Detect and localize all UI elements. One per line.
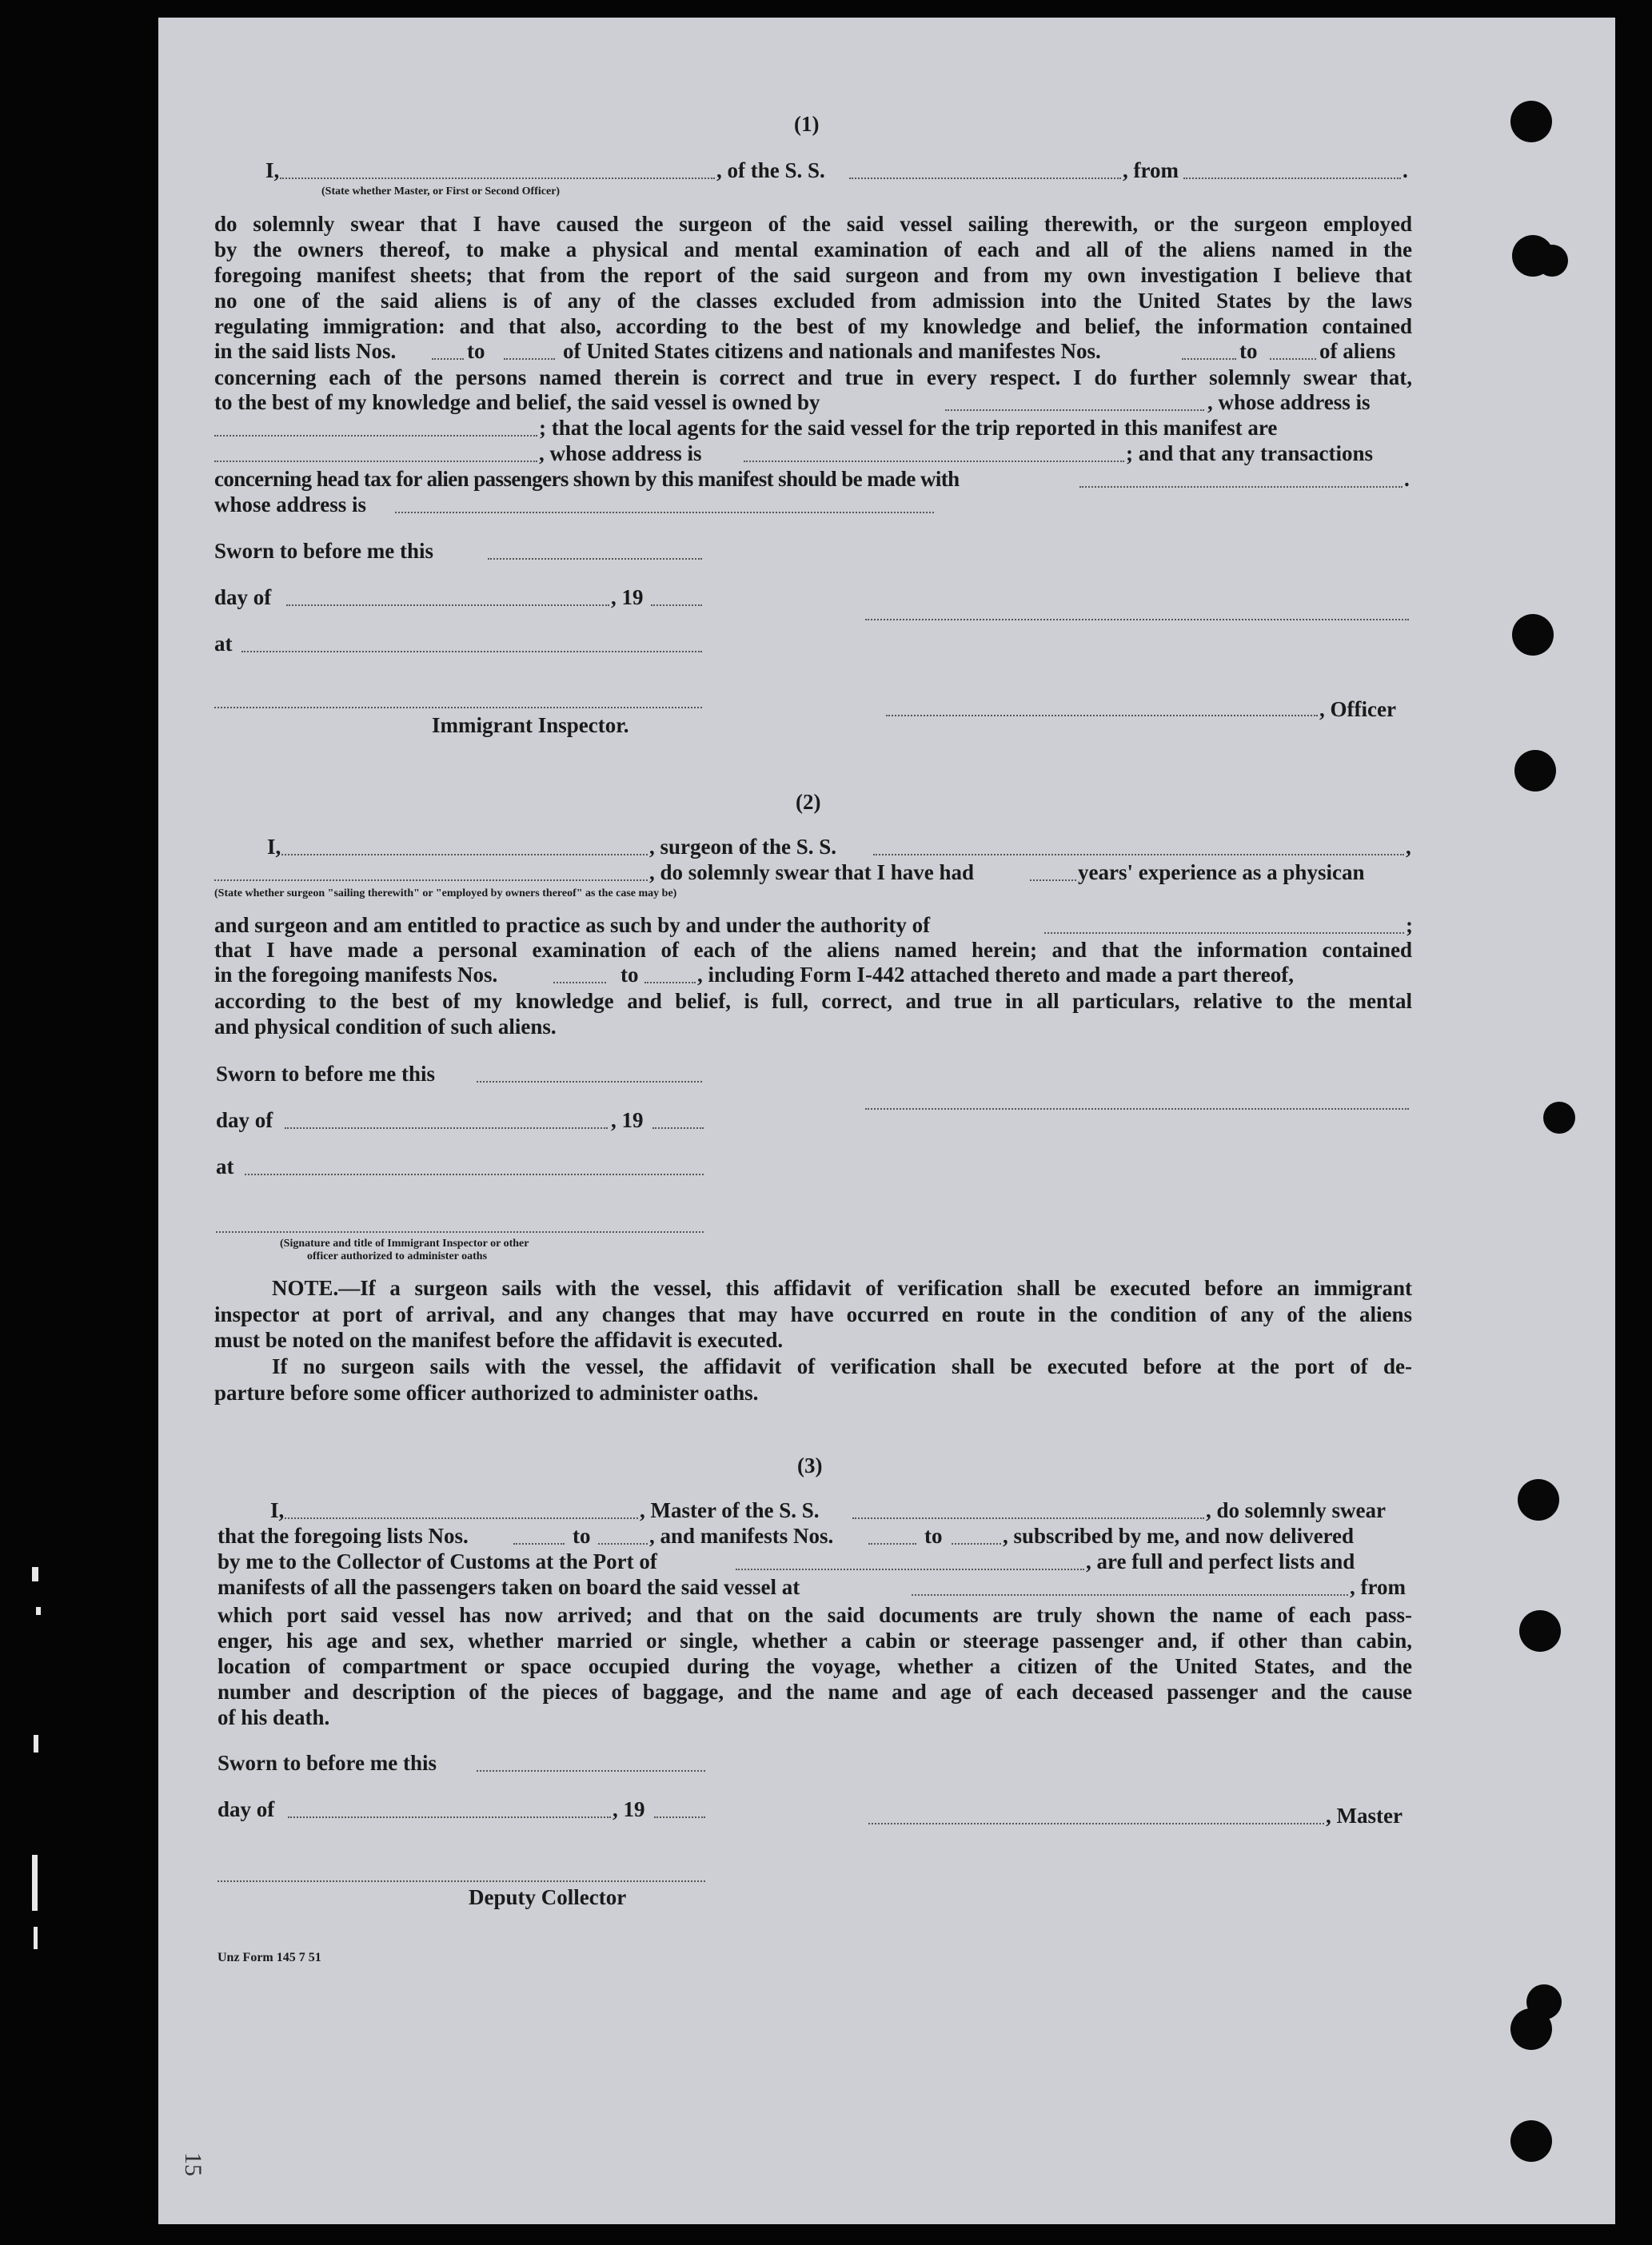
label-day-of: day of [217,1797,275,1821]
punch-hole [1514,750,1556,792]
signature-note: officer authorized to administer oaths [307,1250,488,1262]
scan-mark [32,1567,38,1581]
officer-name-field[interactable] [280,177,715,179]
head-tax-address-field[interactable] [395,512,934,513]
customs-port-field[interactable] [736,1569,1084,1570]
label-including: , including Form I-442 attached thereto and made a part thereof, [697,963,1294,987]
label-sworn: Sworn to before me this [216,1062,435,1086]
punch-hole [1518,1479,1559,1521]
label-year: , 19 [613,1797,645,1821]
oath-line: and physical condition of such aliens. [214,1015,557,1039]
sworn-day-field[interactable] [477,1770,705,1772]
label-to: to [1239,339,1258,363]
label-on-board: manifests of all the passengers taken on board the said vessel at [217,1575,800,1599]
sworn-place-field[interactable] [241,651,702,652]
note-line: inspector at port of arrival, and any changes that may have occurred en route in the condition of any of the aliens [214,1302,1412,1326]
period: . [1404,467,1410,491]
note-line: If no surgeon sails with the vessel, the affidavit of verification shall be executed before at the port of de- [272,1354,1412,1378]
punch-hole [1536,245,1568,277]
punch-hole [1510,2008,1552,2050]
semicolon: ; [1406,913,1413,937]
period: . [1403,158,1408,182]
years-experience-field[interactable] [1030,879,1076,881]
sworn-month-field[interactable] [285,1127,608,1129]
label-to: to [573,1524,591,1548]
label-from: , from [1123,158,1179,182]
oath-line: which port said vessel has now arrived; and that on the said documents are truly shown the name of each pass- [217,1603,1412,1627]
inspector-signature-field[interactable] [214,707,702,708]
surgeon-vessel-field[interactable] [873,854,1404,855]
surgeon-name-field[interactable] [281,854,648,855]
sworn-year-field[interactable] [652,1127,704,1129]
oath-line: concerning each of the persons named therein is correct and true in every respect. I do further solemnly swear that, [214,365,1412,389]
margin-number: 15 [180,2152,206,2176]
manifests-to-field[interactable] [952,1543,1001,1545]
master-vessel-field[interactable] [852,1517,1204,1519]
form-id: Unz Form 145 7 51 [217,1951,321,1964]
label-whose-address: , whose address is [1207,390,1371,414]
owner-field[interactable] [945,409,1204,411]
note-line: parture before some officer authorized to administer oaths. [214,1381,759,1405]
label-sworn: Sworn to before me this [217,1751,437,1775]
label-foregoing-lists: that the foregoing lists Nos. [217,1524,469,1548]
label-foregoing: in the foregoing manifests Nos. [214,963,498,987]
sworn-place-field[interactable] [245,1174,704,1175]
label-immigrant-inspector: Immigrant Inspector. [432,713,629,737]
sworn-day-field[interactable] [477,1081,702,1083]
boarding-port-field[interactable] [912,1594,1348,1596]
officer-note: (State whether Master, or First or Second Officer) [321,185,561,197]
manifests-from-field[interactable] [1182,358,1236,360]
punch-hole [1510,2120,1552,2162]
label-to: to [924,1524,943,1548]
label-deputy-collector: Deputy Collector [469,1885,627,1909]
manifests-to-field[interactable] [1270,358,1316,360]
label-day-of: day of [216,1108,273,1132]
label-to: to [620,963,639,987]
agents-address-field[interactable] [744,461,1124,462]
section-3-heading: (3) [797,1453,823,1477]
scan-mark [36,1607,41,1615]
label-sworn: Sworn to before me this [214,539,433,563]
oath-line: no one of the said aliens is of any of the classes excluded from admission into the United States by the laws [214,289,1412,313]
label-from: , from [1350,1575,1406,1599]
oath-line: that I have made a personal examination of each of the aliens named herein; and that the information contained [214,938,1412,962]
label-surgeon-of: , surgeon of the S. S. [649,835,837,859]
label-master: , Master [1326,1804,1403,1828]
scan-mark [32,1855,38,1911]
oath-line: enger, his age and sex, whether married or single, whether a cabin or steerage passenger and, if other than cabin, [217,1629,1412,1653]
label-at: at [216,1154,234,1178]
label-day-of: day of [214,585,272,609]
label-at: at [214,632,233,656]
master-signature-field[interactable] [868,1823,1324,1824]
note-line: must be noted on the manifest before the affidavit is executed. [214,1328,784,1352]
oath-line: according to the best of my knowledge and belief, is full, correct, and true in all particulars, relative to the mental [214,989,1412,1013]
label-i: I, [265,158,280,182]
label-whose-address: , whose address is [539,441,702,465]
label-swear: , do solemnly swear [1206,1498,1386,1522]
label-swear: , do solemnly swear that I have had [649,860,975,884]
section-2-heading: (2) [796,790,821,814]
label-year: , 19 [611,585,644,609]
label-i: I, [267,835,281,859]
surgeon-note: (State whether surgeon "sailing therewith" or "employed by owners thereof" as the case may be) [214,887,677,899]
manifests-from-field[interactable] [868,1543,916,1545]
sworn-day-field[interactable] [488,558,702,560]
sworn-year-field[interactable] [651,604,702,606]
label-owned-by: to the best of my knowledge and belief, the said vessel is owned by [214,390,820,414]
signature-note: (Signature and title of Immigrant Inspector or other [280,1238,529,1250]
punch-hole [1510,101,1552,142]
punch-hole [1512,614,1554,656]
officer-title-field[interactable] [886,715,1318,716]
lists-to-field[interactable] [504,358,555,360]
punch-hole [1519,1610,1561,1652]
label-master-of: , Master of the S. S. [640,1498,820,1522]
oath-line: number and description of the pieces of baggage, and the name and age of each deceased passenger and the cause [217,1680,1412,1704]
oath-line: location of compartment or space occupied during the voyage, whether a citizen of the United States, and the [217,1654,1412,1678]
label-collector: by me to the Collector of Customs at the Port of [217,1549,657,1573]
label-local-agents: ; that the local agents for the said vessel for the trip reported in this manifest are [539,416,1278,440]
lists-to-field[interactable] [598,1543,648,1545]
sworn-year-field[interactable] [654,1816,705,1818]
owner-address-field[interactable] [214,435,537,437]
officer-signature-field[interactable] [865,619,1409,620]
label-head-tax: concerning head tax for alien passengers shown by this manifest should be made with [214,467,960,491]
label-years: years' experience as a physican [1078,860,1365,884]
oath-line: by the owners thereof, to make a physical and mental examination of each and all of the aliens named in the [214,237,1412,261]
scan-mark [34,1927,38,1949]
label-full-perfect: , are full and perfect lists and [1086,1549,1355,1573]
lists-from-field[interactable] [513,1543,565,1545]
oath-line: regulating immigration: and that also, according to the best of my knowledge and belief, the information contained [214,314,1412,338]
label-of-aliens: of aliens [1319,339,1396,363]
sworn-month-field[interactable] [286,604,609,606]
manifests-to-field[interactable] [644,982,696,983]
label-i: I, [270,1498,285,1522]
label-manifests-nos: , and manifests Nos. [649,1524,834,1548]
lists-from-field[interactable] [432,358,464,360]
comma: , [1406,835,1411,859]
master-name-field[interactable] [285,1517,638,1519]
oath-line: foregoing manifest sheets; that from the report of the said surgeon and from my own investigation I believe that [214,263,1412,287]
label-year: , 19 [611,1108,644,1132]
label-citizens: of United States citizens and nationals and manifestes Nos. [563,339,1101,363]
manifests-from-field[interactable] [553,982,606,983]
authority-field[interactable] [1044,932,1404,934]
label-to: to [467,339,485,363]
label-transactions: ; and that any transactions [1126,441,1374,465]
sworn-month-field[interactable] [288,1816,611,1818]
section-1-heading: (1) [794,112,820,136]
scan-mark [34,1735,38,1753]
label-of-ss: , of the S. S. [716,158,825,182]
head-tax-field[interactable] [1079,486,1403,488]
label-whose-address: whose address is [214,492,367,516]
label-officer: , Officer [1319,697,1396,721]
agents-field[interactable] [214,461,537,462]
note-line: NOTE.—If a surgeon sails with the vessel, this affidavit of verification shall be executed before an immigrant [272,1276,1412,1300]
surgeon-signature-field[interactable] [865,1108,1409,1110]
label-lists-nos: in the said lists Nos. [214,339,397,363]
surgeon-status-field[interactable] [214,879,648,881]
deputy-signature-field[interactable] [217,1880,705,1882]
label-authority: and surgeon and am entitled to practice as such by and under the authority of [214,913,931,937]
departure-port-field[interactable] [1183,177,1401,179]
official-signature-field[interactable] [216,1231,704,1233]
vessel-name-field[interactable] [849,177,1121,179]
oath-line: do solemnly swear that I have caused the surgeon of the said vessel sailing therewith, or the surgeon employed [214,212,1412,236]
label-subscribed: , subscribed by me, and now delivered [1003,1524,1355,1548]
oath-line: of his death. [217,1705,330,1729]
punch-hole [1543,1102,1575,1134]
